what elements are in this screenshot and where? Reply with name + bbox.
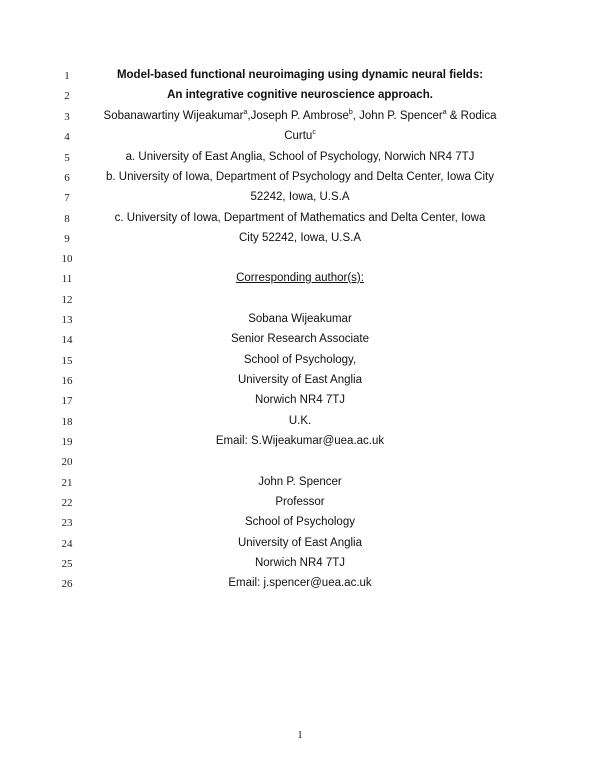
author-name: Curtu (284, 130, 313, 142)
line-14 (0, 334, 600, 354)
author-name: , John P. Spencer (352, 110, 443, 122)
author-name: Sobanawartiny Wijeakumar (103, 110, 244, 122)
line-4 (0, 131, 600, 151)
title-line-2: An integrative cognitive neuroscience approach. (167, 89, 433, 101)
line-number: 19 (61, 436, 73, 448)
line-5 (0, 152, 600, 172)
line-23 (0, 517, 600, 537)
line-8 (0, 213, 600, 233)
line-number: 13 (61, 314, 73, 326)
author1-school: School of Psychology, (243, 354, 357, 366)
authors-line-1 (90, 110, 510, 122)
affiliation-marker: b (348, 109, 353, 117)
line-number: 2 (64, 90, 70, 102)
line-24 (0, 538, 600, 558)
author1-country: U.K. (288, 415, 312, 427)
author1-position: Senior Research Associate (230, 333, 370, 345)
line-6 (0, 172, 600, 192)
line-1 (0, 70, 600, 90)
line-number: 18 (61, 416, 73, 428)
author-name: & Rodica (446, 110, 497, 122)
line-11 (0, 273, 600, 293)
line-number: 11 (61, 273, 73, 285)
line-15 (0, 355, 600, 375)
author2-city: Norwich NR4 7TJ (254, 557, 346, 569)
line-26 (0, 578, 600, 598)
affiliation-a: a. University of East Anglia, School of Psychology, Norwich NR4 7TJ (125, 151, 475, 163)
author2-university: University of East Anglia (237, 537, 362, 549)
author2-school: School of Psychology (245, 516, 355, 528)
line-number: 20 (61, 456, 73, 468)
author1-email: Email: S.Wijeakumar@uea.ac.uk (215, 435, 385, 447)
line-number: 3 (64, 111, 70, 123)
line-number: 7 (64, 192, 70, 204)
line-10 (0, 253, 600, 273)
author1-university: University of East Anglia (237, 374, 362, 386)
author-name: ,Joseph P. Ambrose (247, 110, 349, 122)
title-line-1: Model-based functional neuroimaging using dynamic neural fields: (116, 69, 484, 81)
affiliation-marker: a (442, 109, 447, 117)
line-2 (0, 90, 600, 110)
line-number: 16 (61, 375, 73, 387)
line-number: 5 (64, 152, 70, 164)
line-number: 22 (61, 497, 73, 509)
line-number: 14 (61, 334, 73, 346)
affiliation-b-line-2: 52242, Iowa, U.S.A (250, 191, 350, 203)
line-number: 4 (64, 131, 70, 143)
line-25 (0, 558, 600, 578)
author2-email: Email: j.spencer@uea.ac.uk (228, 577, 372, 589)
line-17 (0, 395, 600, 415)
line-number: 25 (61, 558, 73, 570)
author1-city: Norwich NR4 7TJ (254, 394, 346, 406)
line-19 (0, 436, 600, 456)
line-number: 12 (61, 294, 73, 306)
line-number: 17 (61, 395, 73, 407)
line-number: 10 (61, 253, 73, 265)
line-21 (0, 477, 600, 497)
line-12 (0, 294, 600, 314)
line-number: 9 (64, 233, 70, 245)
line-number: 23 (61, 517, 73, 529)
corresponding-heading: Corresponding author(s): (236, 272, 364, 284)
line-9 (0, 233, 600, 253)
affiliation-c-line-1: c. University of Iowa, Department of Mathematics and Delta Center, Iowa (114, 212, 486, 224)
line-16 (0, 375, 600, 395)
affiliation-marker: a (243, 109, 248, 117)
line-number: 8 (64, 213, 70, 225)
line-7 (0, 192, 600, 212)
line-number: 15 (61, 355, 73, 367)
line-22 (0, 497, 600, 517)
line-18 (0, 416, 600, 436)
affiliation-c-line-2: City 52242, Iowa, U.S.A (238, 232, 362, 244)
author2-position: Professor (275, 496, 325, 508)
line-3 (0, 111, 600, 131)
line-number: 21 (61, 477, 73, 489)
line-number: 26 (61, 578, 73, 590)
affiliation-b-line-1: b. University of Iowa, Department of Psychology and Delta Center, Iowa City (106, 171, 494, 183)
line-13 (0, 314, 600, 334)
line-number: 6 (64, 172, 70, 184)
authors-line-2 (90, 130, 510, 142)
author2-name: John P. Spencer (258, 476, 342, 488)
affiliation-marker: c (312, 129, 316, 137)
line-number: 1 (64, 70, 70, 82)
page-number: 1 (297, 729, 303, 741)
line-number: 24 (61, 538, 73, 550)
author1-name: Sobana Wijeakumar (248, 313, 352, 325)
line-20 (0, 456, 600, 476)
